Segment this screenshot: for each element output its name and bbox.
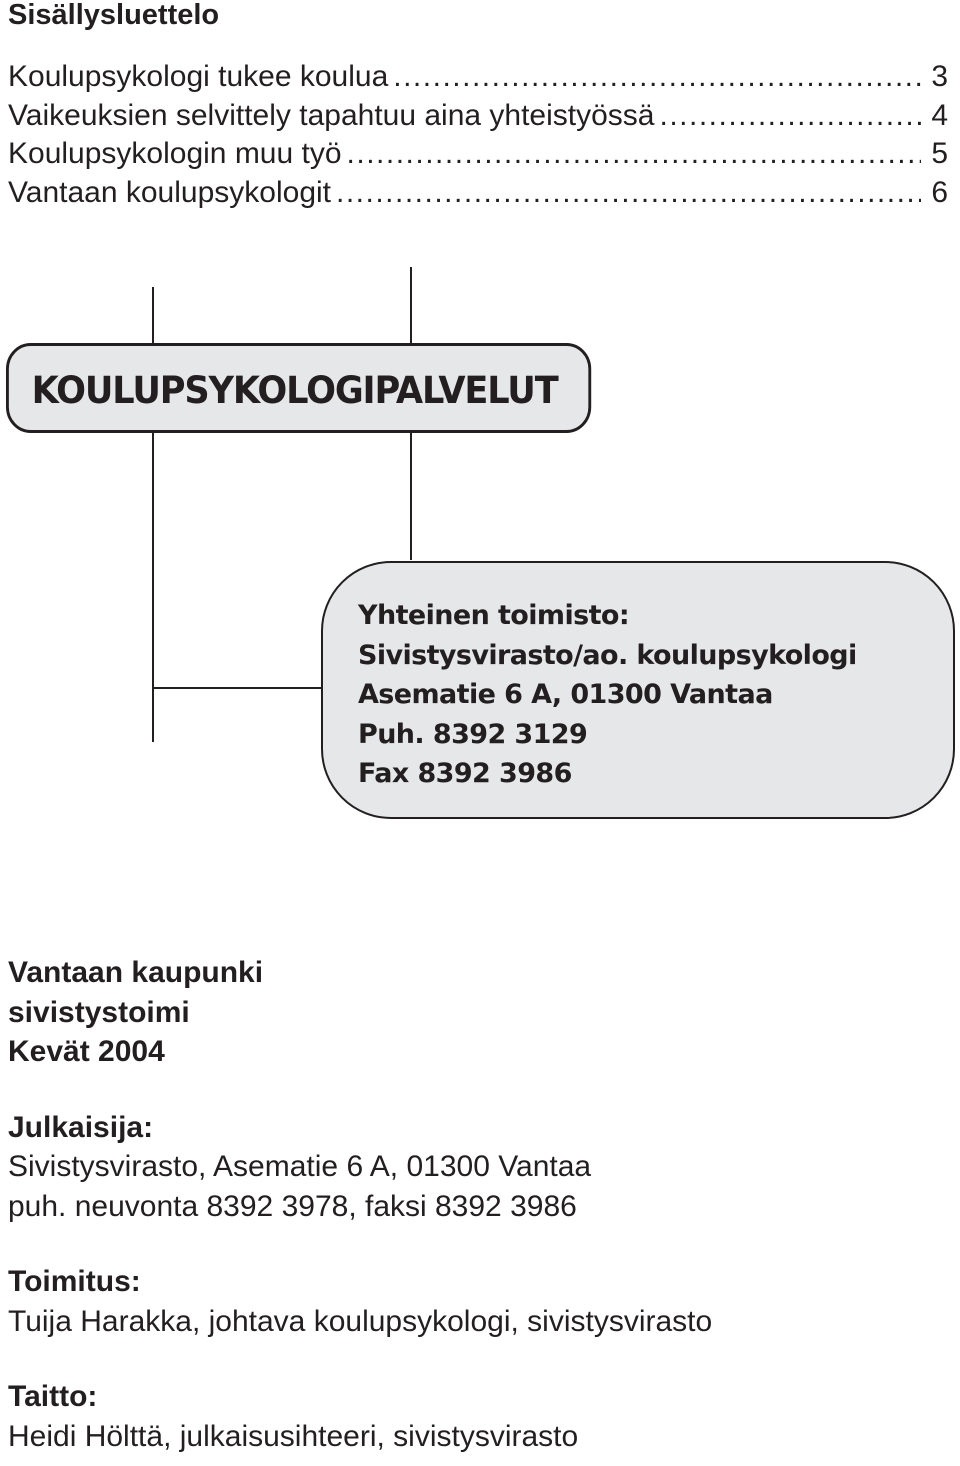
office-name: Sivistysvirasto/ao. koulupsykologi — [358, 639, 857, 671]
org-name: Vantaan kaupunki — [8, 956, 264, 989]
toc-entry-page: 6 — [931, 175, 948, 209]
office-contact-box — [321, 561, 955, 819]
toc-entry-page: 4 — [931, 98, 948, 132]
office-address: Asematie 6 A, 01300 Vantaa — [358, 679, 773, 710]
spacer — [8, 1072, 948, 1108]
toc-entry-title: Koulupsykologin muu työ — [8, 137, 342, 170]
office-heading: Yhteinen toimisto: — [358, 600, 630, 631]
colophon — [8, 953, 948, 1456]
spacer — [8, 1341, 948, 1377]
publisher-phone: puh. neuvonta 8392 3978, faksi 8392 3986 — [8, 1189, 577, 1223]
toc-entry-page: 5 — [931, 137, 948, 170]
toc-entry-title: Vantaan koulupsykologit — [8, 175, 331, 209]
spacer — [8, 1226, 948, 1262]
layout-name: Heidi Hölttä, julkaisusihteeri, sivistysvirasto — [8, 1419, 579, 1453]
toc-entry-page: 3 — [931, 60, 948, 93]
editor-name: Tuija Harakka, johtava koulupsykologi, sivistysvirasto — [8, 1304, 713, 1338]
toc-entry-title: Koulupsykologi tukee koulua — [8, 60, 389, 93]
toc-entry-title: Vaikeuksien selvittely tapahtuu aina yhteistyössä — [8, 98, 655, 132]
services-title-box: KOULUPSYKOLOGIPALVELUT — [6, 343, 591, 433]
office-fax: Fax 8392 3986 — [358, 758, 572, 789]
office-phone: Puh. 8392 3129 — [358, 718, 588, 750]
toc-heading: Sisällysluettelo — [8, 0, 220, 31]
org-department: sivistystoimi — [8, 995, 190, 1029]
editor-label: Toimitus: — [8, 1265, 141, 1298]
layout-label: Taitto: — [8, 1380, 98, 1413]
publisher-address: Sivistysvirasto, Asematie 6 A, 01300 Vantaa — [8, 1150, 592, 1183]
publication-date: Kevät 2004 — [8, 1035, 165, 1068]
publisher-label: Julkaisija: — [8, 1110, 154, 1144]
